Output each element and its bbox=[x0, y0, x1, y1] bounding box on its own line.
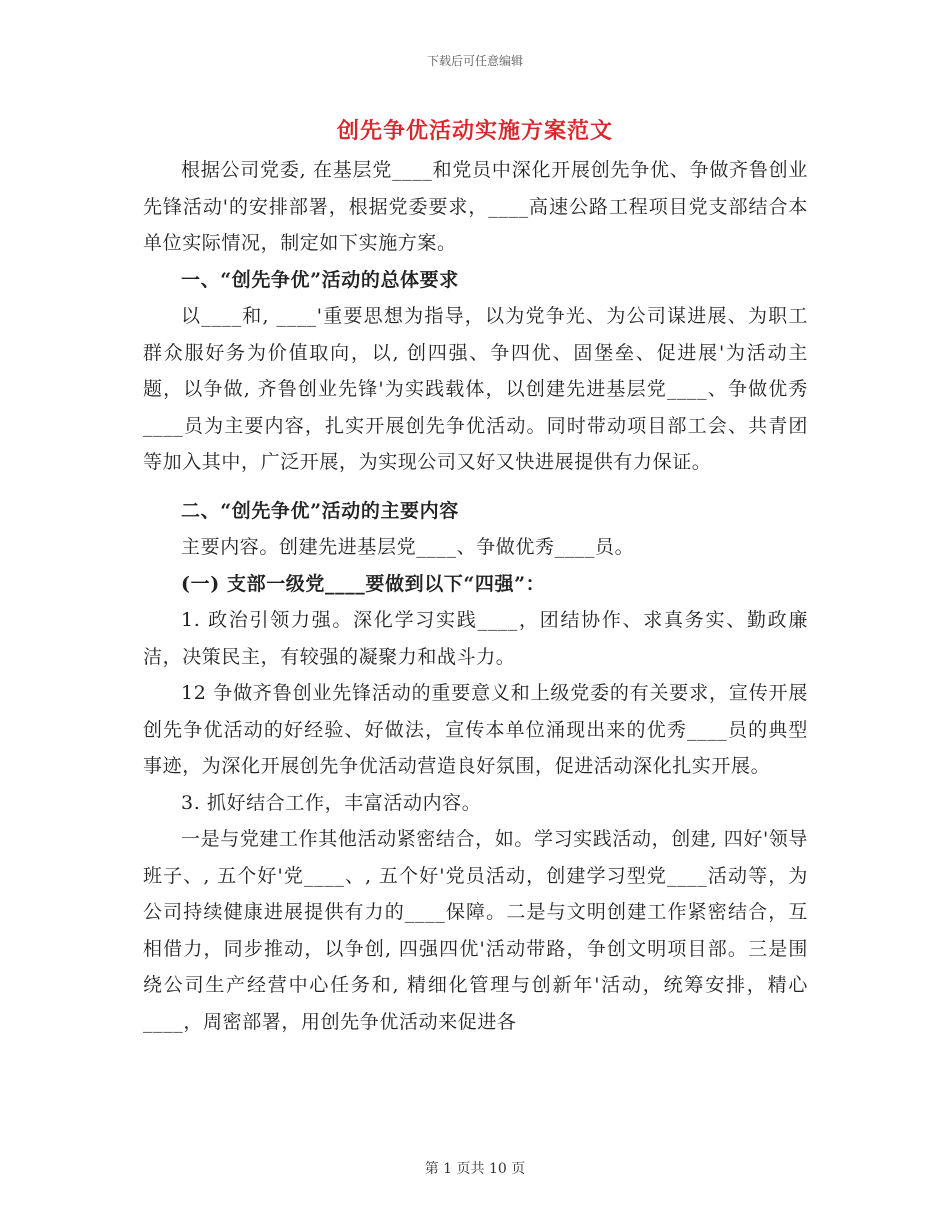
paragraph-requirements: 以____和, ____'重要思想为指导，以为党争光、为公司谋进展、为职工群众服好务为价值取向，以, 创四强、争四优、固堡垒、促进展'为活动主题，以争做, 齐鲁创业先锋'为实践载体，以创建先进基层党____、争做优秀____员为主要内容，扎实开展创先争优活动。同时带动项目部工会、共青团等加入其中，广泛开展，为实现公司又好又快进展提供有力保证。 bbox=[143, 305, 808, 473]
page-footer: 第 1 页共 10 页 bbox=[424, 1161, 526, 1177]
paragraph-item-1: 1. 政治引领力强。深化学习实践____，团结协作、求真务实、勤政廉洁，决策民主，有较强的凝聚力和战斗力。 bbox=[143, 609, 808, 668]
subsection-heading-1: (一) 支部一级党____要做到以下“四强”： bbox=[181, 572, 546, 595]
section-heading-2: 二、“创先争优”活动的主要内容 bbox=[181, 499, 459, 522]
header-note: 下载后可任意编辑 bbox=[426, 54, 523, 68]
document-title: 创先争优活动实施方案范文 bbox=[336, 118, 613, 144]
document-body bbox=[143, 152, 808, 1040]
paragraph-combination: 一是与党建工作其他活动紧密结合，如。学习实践活动，创建, 四好'领导班子、, 五个好'党____、, 五个好'党员活动，创建学习型党____活动等，为公司持续健康进展提供有力的____保障。二是与文明创建工作紧密结合，互相借力，同步推动，以争创, 四强四优'活动带路，争创文明项目部。三是围绕公司生产经营中心任务和, 精细化管理与创新年'活动，统筹安排，精心____，周密部署，用创先争优活动来促进各 bbox=[143, 828, 808, 1033]
paragraph-item-2: 12 争做齐鲁创业先锋活动的重要意义和上级党委的有关要求，宣传开展创先争优活动的好经验、好做法，宣传本单位涌现出来的优秀____员的典型事迹，为深化开展创先争优活动营造良好氛围，促进活动深化扎实开展。 bbox=[143, 682, 808, 777]
paragraph-intro: 根据公司党委, 在基层党____和党员中深化开展创先争优、争做齐鲁创业先锋活动'的安排部署，根据党委要求，____高速公路工程项目党支部结合本单位实际情况，制定如下实施方案。 bbox=[143, 159, 808, 254]
paragraph-main-content: 主要内容。创建先进基层党____、争做优秀____员。 bbox=[181, 536, 635, 558]
paragraph-item-3: 3. 抓好结合工作，丰富活动内容。 bbox=[181, 791, 482, 814]
section-heading-1: 一、“创先争优”活动的总体要求 bbox=[181, 268, 459, 291]
